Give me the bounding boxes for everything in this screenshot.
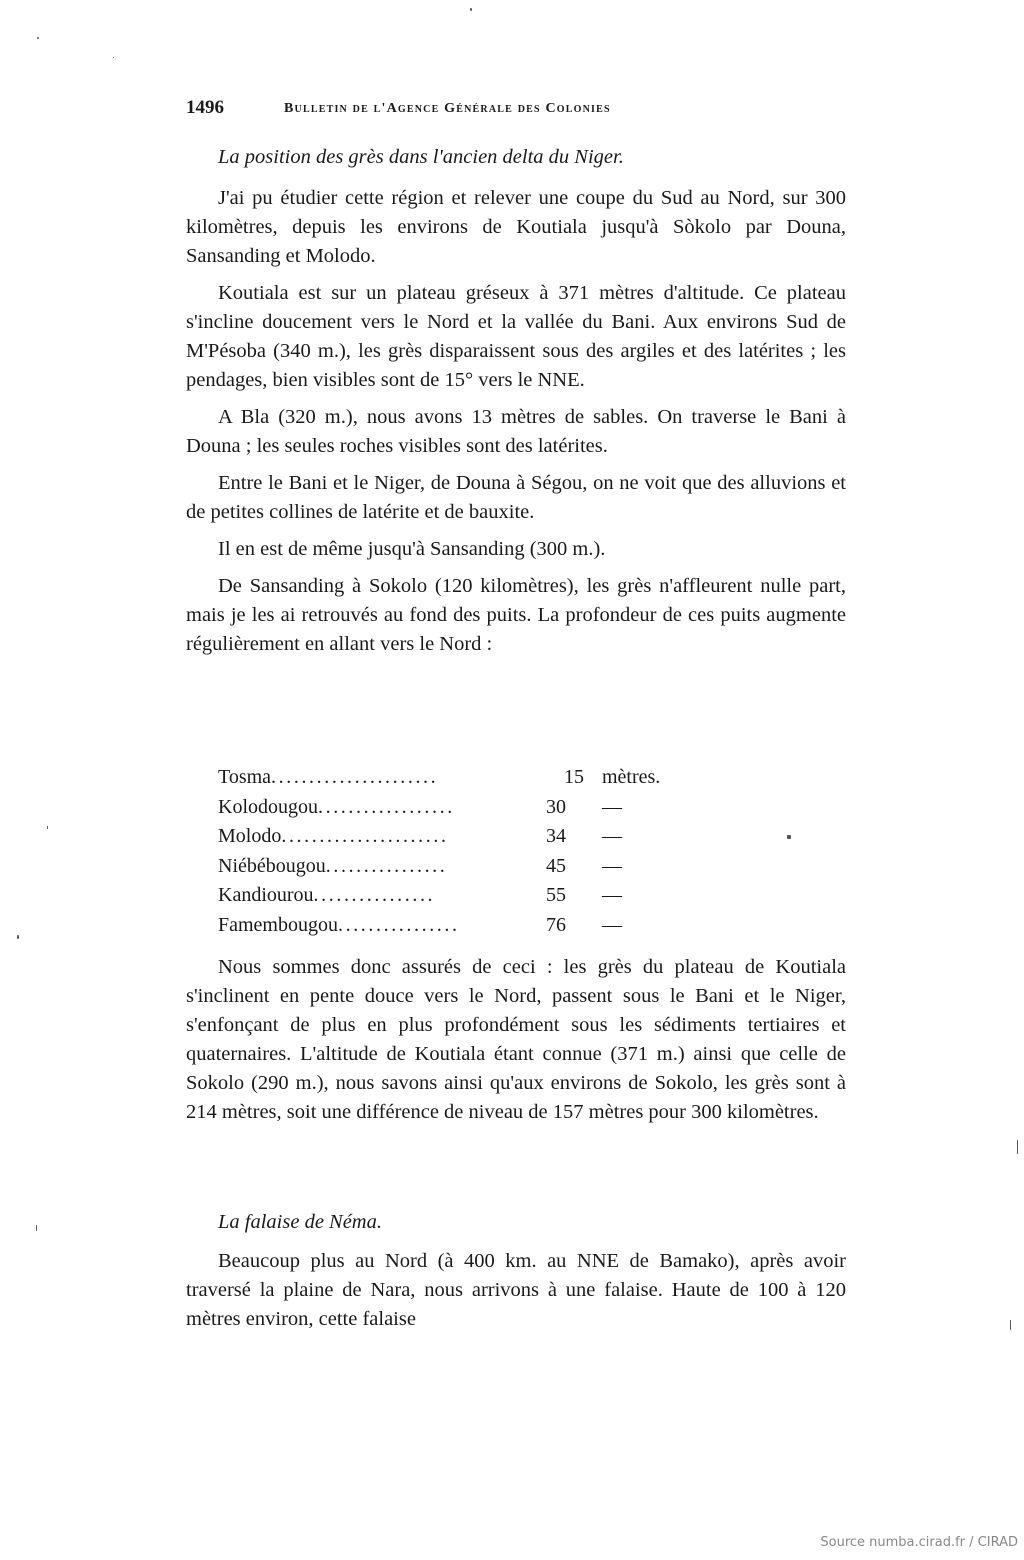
- table-row: [218, 852, 688, 882]
- dot-leader: ......................: [281, 825, 449, 847]
- section1-body: [186, 184, 846, 659]
- running-head: [186, 96, 746, 120]
- scan-speck: [1017, 1140, 1018, 1154]
- scan-speck: [17, 935, 19, 939]
- dot-leader: ................: [325, 854, 448, 877]
- paragraph: A Bla (320 m.), nous avons 13 mètres de sables. On traverse le Bani à Douna ; les seules roches visibles sont des latérites.: [186, 406, 846, 457]
- table-row: [218, 793, 688, 823]
- paragraph: Koutiala est sur un plateau gréseux à 371 mètres d'altitude. Ce plateau s'incline doucement vers le Nord et la vallée du Bani. Aux environs Sud de M'Pésoba (340 m.), les grès disparaissent sous des argiles et des latérites ; les pendages, bien visibles sont de 15° vers le NNE.: [186, 282, 846, 391]
- well-depth: 34: [546, 825, 566, 847]
- well-depth-table: [218, 763, 688, 940]
- scan-speck: [1010, 1320, 1011, 1330]
- table-row: [218, 763, 688, 793]
- journal-title: Bulletin de l'Agence Générale des Colonies: [284, 101, 611, 116]
- well-depth: 55: [546, 884, 566, 906]
- scan-speck: [470, 8, 472, 11]
- depth-unit: mètres.: [602, 766, 661, 788]
- paragraph: Nous sommes donc assurés de ceci : les grès du plateau de Koutiala s'inclinent en pente douce vers le Nord, passent sous le Bani et le Niger, s'enfonçant de plus en plus profondément sous les sédiments tertiaires et quaternaires. L'altitude de Koutiala étant connue (371 m.) ainsi que celle de Sokolo (290 m.), nous savons ainsi qu'aux environs de Sokolo, les grès sont à 214 mètres, soit une différence de niveau de 157 mètres pour 300 kilomètres.: [186, 956, 846, 1123]
- scan-speck: [47, 826, 48, 829]
- table-row: [218, 822, 688, 852]
- section2-body: [186, 1247, 846, 1334]
- paragraph: Entre le Bani et le Niger, de Douna à Ségou, on ne voit que des alluvions et de petites collines de latérite et de bauxite.: [186, 472, 846, 523]
- paragraph: J'ai pu étudier cette région et relever une coupe du Sud au Nord, sur 300 kilomètres, depuis les environs de Koutiala jusqu'à Sòkolo par Douna, Sansanding et Molodo.: [186, 187, 846, 267]
- ditto-dash: —: [602, 913, 622, 936]
- well-depth: 45: [546, 854, 566, 877]
- ditto-dash: —: [602, 795, 622, 818]
- dot-leader: ................: [338, 913, 460, 936]
- paragraph: Il en est de même jusqu'à Sansanding (300 m.).: [218, 538, 606, 560]
- source-credit: Source numba.cirad.fr / CIRAD: [820, 1535, 1018, 1550]
- place-name: Niébébougou: [218, 854, 326, 877]
- place-name: Famembougou: [218, 913, 338, 936]
- scan-speck: [787, 835, 791, 839]
- place-name: Tosma: [218, 766, 272, 788]
- table-row: [218, 881, 688, 911]
- page-number: 1496: [186, 97, 224, 118]
- dot-leader: ................: [313, 884, 436, 906]
- well-depth: 15: [564, 766, 584, 788]
- conclusion-body: [186, 953, 846, 1127]
- table-row: [218, 911, 688, 941]
- dot-leader: ......................: [271, 766, 439, 788]
- well-depth: 30: [546, 795, 566, 818]
- paragraph: De Sansanding à Sokolo (120 kilomètres), les grès n'affleurent nulle part, mais je les ai retrouvés au fond des puits. La profondeur de ces puits augmente régulièrement en allant vers le Nord :: [186, 575, 846, 655]
- section-heading-gres-position: La position des grès dans l'ancien delta du Niger.: [218, 146, 624, 168]
- ditto-dash: —: [602, 884, 622, 906]
- place-name: Molodo: [218, 825, 282, 847]
- scan-speck: [36, 1225, 37, 1231]
- place-name: Kandiourou: [218, 884, 314, 906]
- well-depth: 76: [546, 913, 566, 936]
- place-name: Kolodougou: [218, 795, 318, 818]
- ditto-dash: —: [602, 825, 622, 847]
- scan-speck: [113, 57, 114, 58]
- ditto-dash: —: [602, 854, 622, 877]
- paragraph: Beaucoup plus au Nord (à 400 km. au NNE de Bamako), après avoir traversé la plaine de Nara, nous arrivons à une falaise. Haute de 100 à 120 mètres environ, cette falaise: [186, 1250, 846, 1330]
- dot-leader: ..................: [318, 795, 455, 818]
- scan-speck: [37, 37, 39, 39]
- section-heading-falaise-nema: La falaise de Néma.: [218, 1211, 382, 1233]
